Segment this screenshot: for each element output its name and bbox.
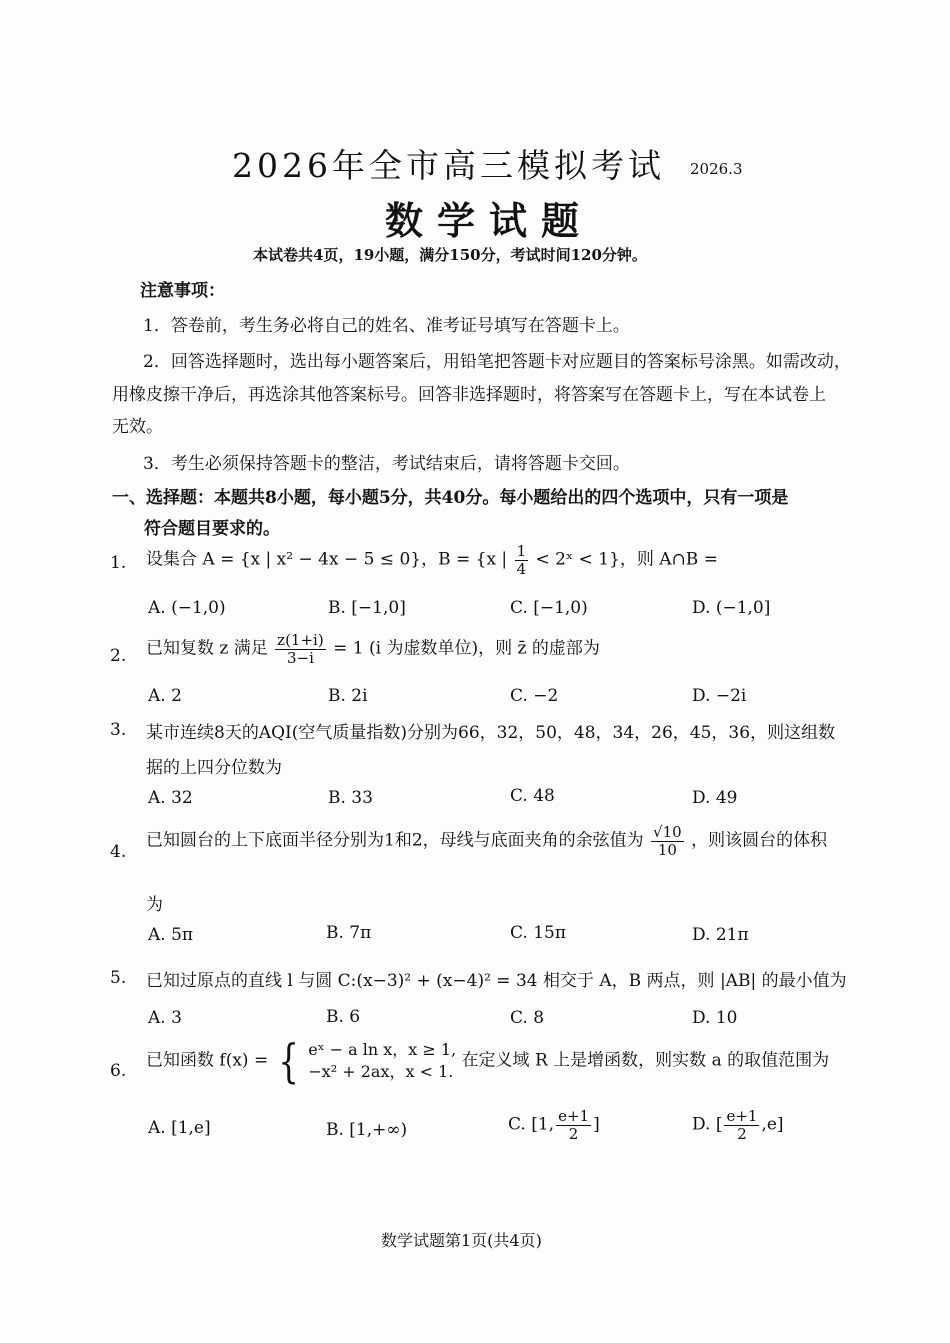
notice-item-3: 3．考生必须保持答题卡的整洁，考试结束后，请将答题卡交回。 [143, 454, 630, 474]
question-6-number: 6. [110, 1061, 127, 1081]
question-3-option-d: D. 49 [692, 788, 738, 808]
question-5-option-c: C. 8 [510, 1008, 545, 1028]
question-4-option-c: C. 15π [510, 923, 567, 943]
question-1-option-a: A. (−1,0) [148, 598, 226, 618]
case-1: eˣ − a ln x，x ≥ 1, [308, 1039, 457, 1059]
question-4-option-a: A. 5π [148, 925, 194, 945]
question-6-cases [308, 1039, 456, 1084]
option-c-suffix: ] [593, 1114, 600, 1135]
question-4-stem [146, 824, 827, 858]
fraction-numerator: z(1+i) [277, 631, 324, 649]
section-heading-line-1: 一、选择题：本题共8小题，每小题5分，共40分。每小题给出的四个选项中，只有一项是 [112, 488, 789, 508]
question-5-option-b: B. 6 [326, 1007, 361, 1027]
question-6-option-a: A. [1,e] [148, 1118, 211, 1138]
fraction-denominator: 3−i [286, 648, 314, 667]
question-6-stem-a: 已知函数 f(x) = [146, 1050, 269, 1071]
left-brace: { [278, 1034, 299, 1088]
question-6-option-b: B. [1,+∞) [326, 1120, 408, 1140]
fraction-denominator: 10 [657, 840, 677, 859]
exam-title: 2026年全市高三模拟考试 [232, 146, 665, 185]
notice-heading: 注意事项： [140, 281, 225, 301]
question-6-option-c [508, 1108, 600, 1142]
question-2-option-c: C. −2 [510, 686, 559, 706]
question-1-option-c: C. [−1,0) [510, 598, 588, 618]
question-1-option-b: B. [−1,0] [328, 598, 406, 618]
question-2-stem-b: = 1 (i 为虚数单位)，则 z̄ 的虚部为 [333, 638, 600, 659]
question-1-fraction [515, 543, 529, 577]
option-c-prefix: C. [1, [508, 1114, 555, 1135]
notice-item-2-line-2: 用橡皮擦干净后，再选涂其他答案标号。回答非选择题时，将答案写在答题卡上，写在本试卷上 [112, 385, 826, 405]
fraction-denominator: 4 [516, 559, 527, 578]
question-4-fraction [651, 824, 684, 858]
notice-item-1: 1．答卷前，考生务必将自己的姓名、准考证号填写在答题卡上。 [143, 316, 630, 336]
question-6-stem [146, 1034, 830, 1088]
question-2-option-a: A. 2 [148, 686, 182, 706]
notice-item-2-line-3: 无效。 [112, 417, 163, 437]
question-4-stem-a: 已知圆台的上下底面半径分别为1和2，母线与底面夹角的余弦值为 [146, 830, 644, 851]
question-3-option-c: C. 48 [510, 786, 555, 806]
question-4-option-d: D. 21π [692, 925, 749, 945]
fraction-numerator: 1 [516, 542, 527, 560]
fraction-numerator: e+1 [726, 1107, 758, 1125]
question-5-option-d: D. 10 [692, 1008, 738, 1028]
question-3-option-a: A. 32 [148, 788, 193, 808]
question-2-stem [146, 632, 600, 666]
page-footer: 数学试题第1页(共4页) [381, 1231, 542, 1250]
section-heading-line-2: 符合题目要求的。 [144, 519, 280, 539]
question-2-number: 2. [110, 646, 127, 666]
option-d-prefix: D. [ [692, 1114, 723, 1135]
notice-item-2-line-1: 2．回答选择题时，选出每小题答案后，用铅笔把答题卡对应题目的答案标号涂黑。如需改动， [143, 352, 851, 372]
exam-date: 2026.3 [690, 160, 743, 178]
question-1-option-d: D. (−1,0] [692, 598, 771, 618]
question-3-number: 3. [110, 720, 127, 740]
question-3-line-2: 据的上四分位数为 [146, 758, 282, 778]
question-2-option-b: B. 2i [328, 686, 368, 706]
case-2: −x² + 2ax，x < 1. [308, 1062, 454, 1081]
question-3-option-b: B. 33 [328, 788, 373, 808]
question-3-line-1: 某市连续8天的AQI(空气质量指数)分别为66，32，50，48，34，26，45，36，则这组数 [146, 723, 836, 743]
option-d-suffix: ,e] [761, 1114, 784, 1135]
fraction-denominator: 2 [737, 1124, 747, 1143]
question-6-stem-b: 在定义域 R 上是增函数，则实数 a 的取值范围为 [461, 1050, 830, 1071]
question-2-stem-a: 已知复数 z 满足 [146, 638, 268, 659]
question-4-line-2: 为 [146, 895, 163, 915]
fraction-numerator: e+1 [558, 1107, 590, 1125]
fraction-numerator: √10 [653, 823, 682, 841]
question-5-option-a: A. 3 [148, 1008, 182, 1028]
question-5-number: 5. [110, 968, 127, 988]
exam-info: 本试卷共4页，19小题，满分150分，考试时间120分钟。 [253, 246, 647, 264]
option-d-fraction [724, 1108, 759, 1142]
question-4-stem-b: ，则该圆台的体积 [691, 830, 828, 851]
question-1-stem [146, 543, 718, 577]
question-1-stem-b: < 2ˣ < 1}，则 A∩B = [535, 549, 718, 570]
fraction-denominator: 2 [568, 1124, 579, 1143]
subject-title: 数学试题 [385, 198, 594, 243]
question-6-option-d [692, 1108, 784, 1142]
question-1-number: 1. [110, 553, 127, 573]
option-c-fraction [556, 1108, 591, 1142]
question-1-stem-a: 设集合 A = {x | x² − 4x − 5 ≤ 0}，B = {x | [146, 549, 508, 570]
question-2-option-d: D. −2i [692, 686, 747, 706]
question-4-number: 4. [110, 842, 127, 862]
question-4-option-b: B. 7π [326, 923, 372, 943]
question-2-fraction [275, 632, 326, 666]
question-5-stem: 已知过原点的直线 l 与圆 C:(x−3)² + (x−4)² = 34 相交于 A，B 两点，则 |AB| 的最小值为 [146, 971, 847, 991]
